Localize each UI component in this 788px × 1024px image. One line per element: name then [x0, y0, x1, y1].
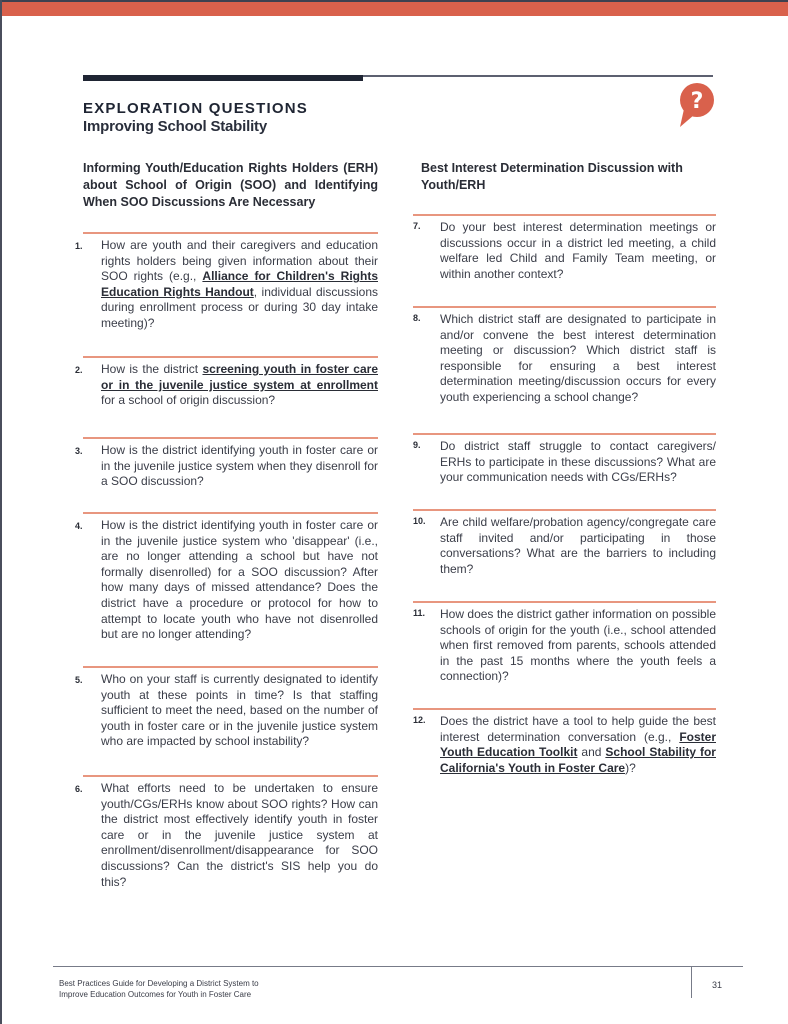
resource-link[interactable]: screening youth in foster care or in the juvenile justice system at enrollment	[101, 362, 378, 392]
question-divider	[83, 356, 378, 358]
question-divider	[83, 437, 378, 439]
question-text: Who on your staff is currently designated to identify youth at these points in time? Is that staffing sufficient to meet the need, based on the number of youth in foster care or in the juvenile justice system who are impacted by school instability?	[101, 672, 378, 749]
footer-line-2: Improve Education Outcomes for Youth in Foster Care	[59, 990, 252, 999]
page-subtitle: Improving School Stability	[83, 118, 267, 135]
question-divider	[83, 775, 378, 777]
question-text: How does the district gather information on possible schools of origin for the youth (i.e., school attended when first removed from parents, schools attended in the past 15 months where the youth feels a connection)?	[440, 607, 716, 684]
question-text: Does the district have a tool to help guide the best interest determination conversation (e.g., Foster Youth Education Toolkit and School Stability for California's Youth in Foster Care)?	[440, 714, 716, 775]
svg-text:?: ?	[690, 89, 704, 114]
question-divider	[413, 306, 716, 308]
question-number: 4.	[75, 521, 83, 531]
question-number: 12.	[413, 715, 426, 725]
question-text: How is the district identifying youth in foster care or in the juvenile justice system when they disenroll for a SOO discussion?	[101, 443, 378, 489]
question-text: How is the district identifying youth in foster care or in the juvenile justice system who 'disappear' (i.e., are no longer attending a school but have not formally disenrolled) for a SOO discussion? After how many days of missed attendance? Does the district have a procedure or protocol for how to attempt to locate youth who have not disenrolled but are no longer attending?	[101, 518, 378, 642]
question-text: Which district staff are designated to participate in and/or convene the best interest determination meeting or discussion? Which district staff is responsible for ensuring a best interest determination meeting/discussion occurs for every youth experiencing a school change?	[440, 312, 716, 404]
window-frame-left	[0, 0, 2, 1024]
page-number: 31	[712, 980, 723, 990]
question-text: What efforts need to be undertaken to ensure youth/CGs/ERHs know about SOO rights? How can the district most effectively identify youth in foster care or in the juvenile justice system at enrollment/disenrollment/disappearance for SOO discussions? Can the district's SIS help you do this?	[101, 781, 378, 889]
question-number: 1.	[75, 241, 83, 251]
question-number: 7.	[413, 221, 421, 231]
question-number: 6.	[75, 784, 83, 794]
footer-divider	[691, 966, 692, 998]
question-text: How are youth and their caregivers and education rights holders being given information about their SOO rights (e.g., Alliance for Children's Rights Education Rights Handout, individual discussions during enrollment process or during 30 day intake meeting)?	[101, 238, 378, 330]
question-divider	[83, 666, 378, 668]
header-rule-thin	[363, 75, 713, 77]
left-column-heading: Informing Youth/Education Rights Holders (ERH) about School of Origin (SOO) and Identifying When SOO Discussions Are Necessary	[83, 161, 378, 209]
question-number: 5.	[75, 675, 83, 685]
question-divider	[413, 433, 716, 435]
footer-title	[59, 978, 259, 1000]
question-divider	[413, 509, 716, 511]
question-text: Do district staff struggle to contact caregivers/ ERHs to participate in these discussions? What are your communication needs with CGs/ERHs?	[440, 439, 716, 485]
page-title: EXPLORATION QUESTIONS	[83, 100, 308, 117]
header-rule-thick	[83, 75, 363, 81]
question-divider	[413, 708, 716, 710]
question-divider	[83, 232, 378, 234]
question-text: How is the district screening youth in foster care or in the juvenile justice system at enrollment for a school of origin discussion?	[101, 362, 378, 408]
question-number: 11.	[413, 608, 426, 618]
question-divider	[413, 214, 716, 216]
question-divider	[413, 601, 716, 603]
question-number: 9.	[413, 440, 421, 450]
footer-line-1: Best Practices Guide for Developing a District System to	[59, 979, 259, 988]
resource-link[interactable]: Alliance for Children's Rights Education Rights Handout	[101, 269, 378, 299]
resource-link[interactable]: School Stability for California's Youth in Foster Care	[440, 745, 716, 775]
right-column-heading: Best Interest Determination Discussion with Youth/ERH	[421, 161, 683, 192]
footer-rule	[53, 966, 743, 967]
question-text: Do your best interest determination meetings or discussions occur in a district led meeting, a child welfare led Child and Family Team meeting, or within another context?	[440, 220, 716, 281]
question-number: 10.	[413, 516, 426, 526]
question-number: 3.	[75, 446, 83, 456]
question-number: 2.	[75, 365, 83, 375]
question-number: 8.	[413, 313, 421, 323]
question-text: Are child welfare/probation agency/congregate care staff invited and/or participating in those conversations? What are the barriers to including them?	[440, 515, 716, 576]
question-speech-bubble-icon	[676, 81, 716, 129]
resource-link[interactable]: Foster Youth Education Toolkit	[440, 729, 716, 760]
question-divider	[83, 512, 378, 514]
top-accent-band	[2, 2, 788, 16]
